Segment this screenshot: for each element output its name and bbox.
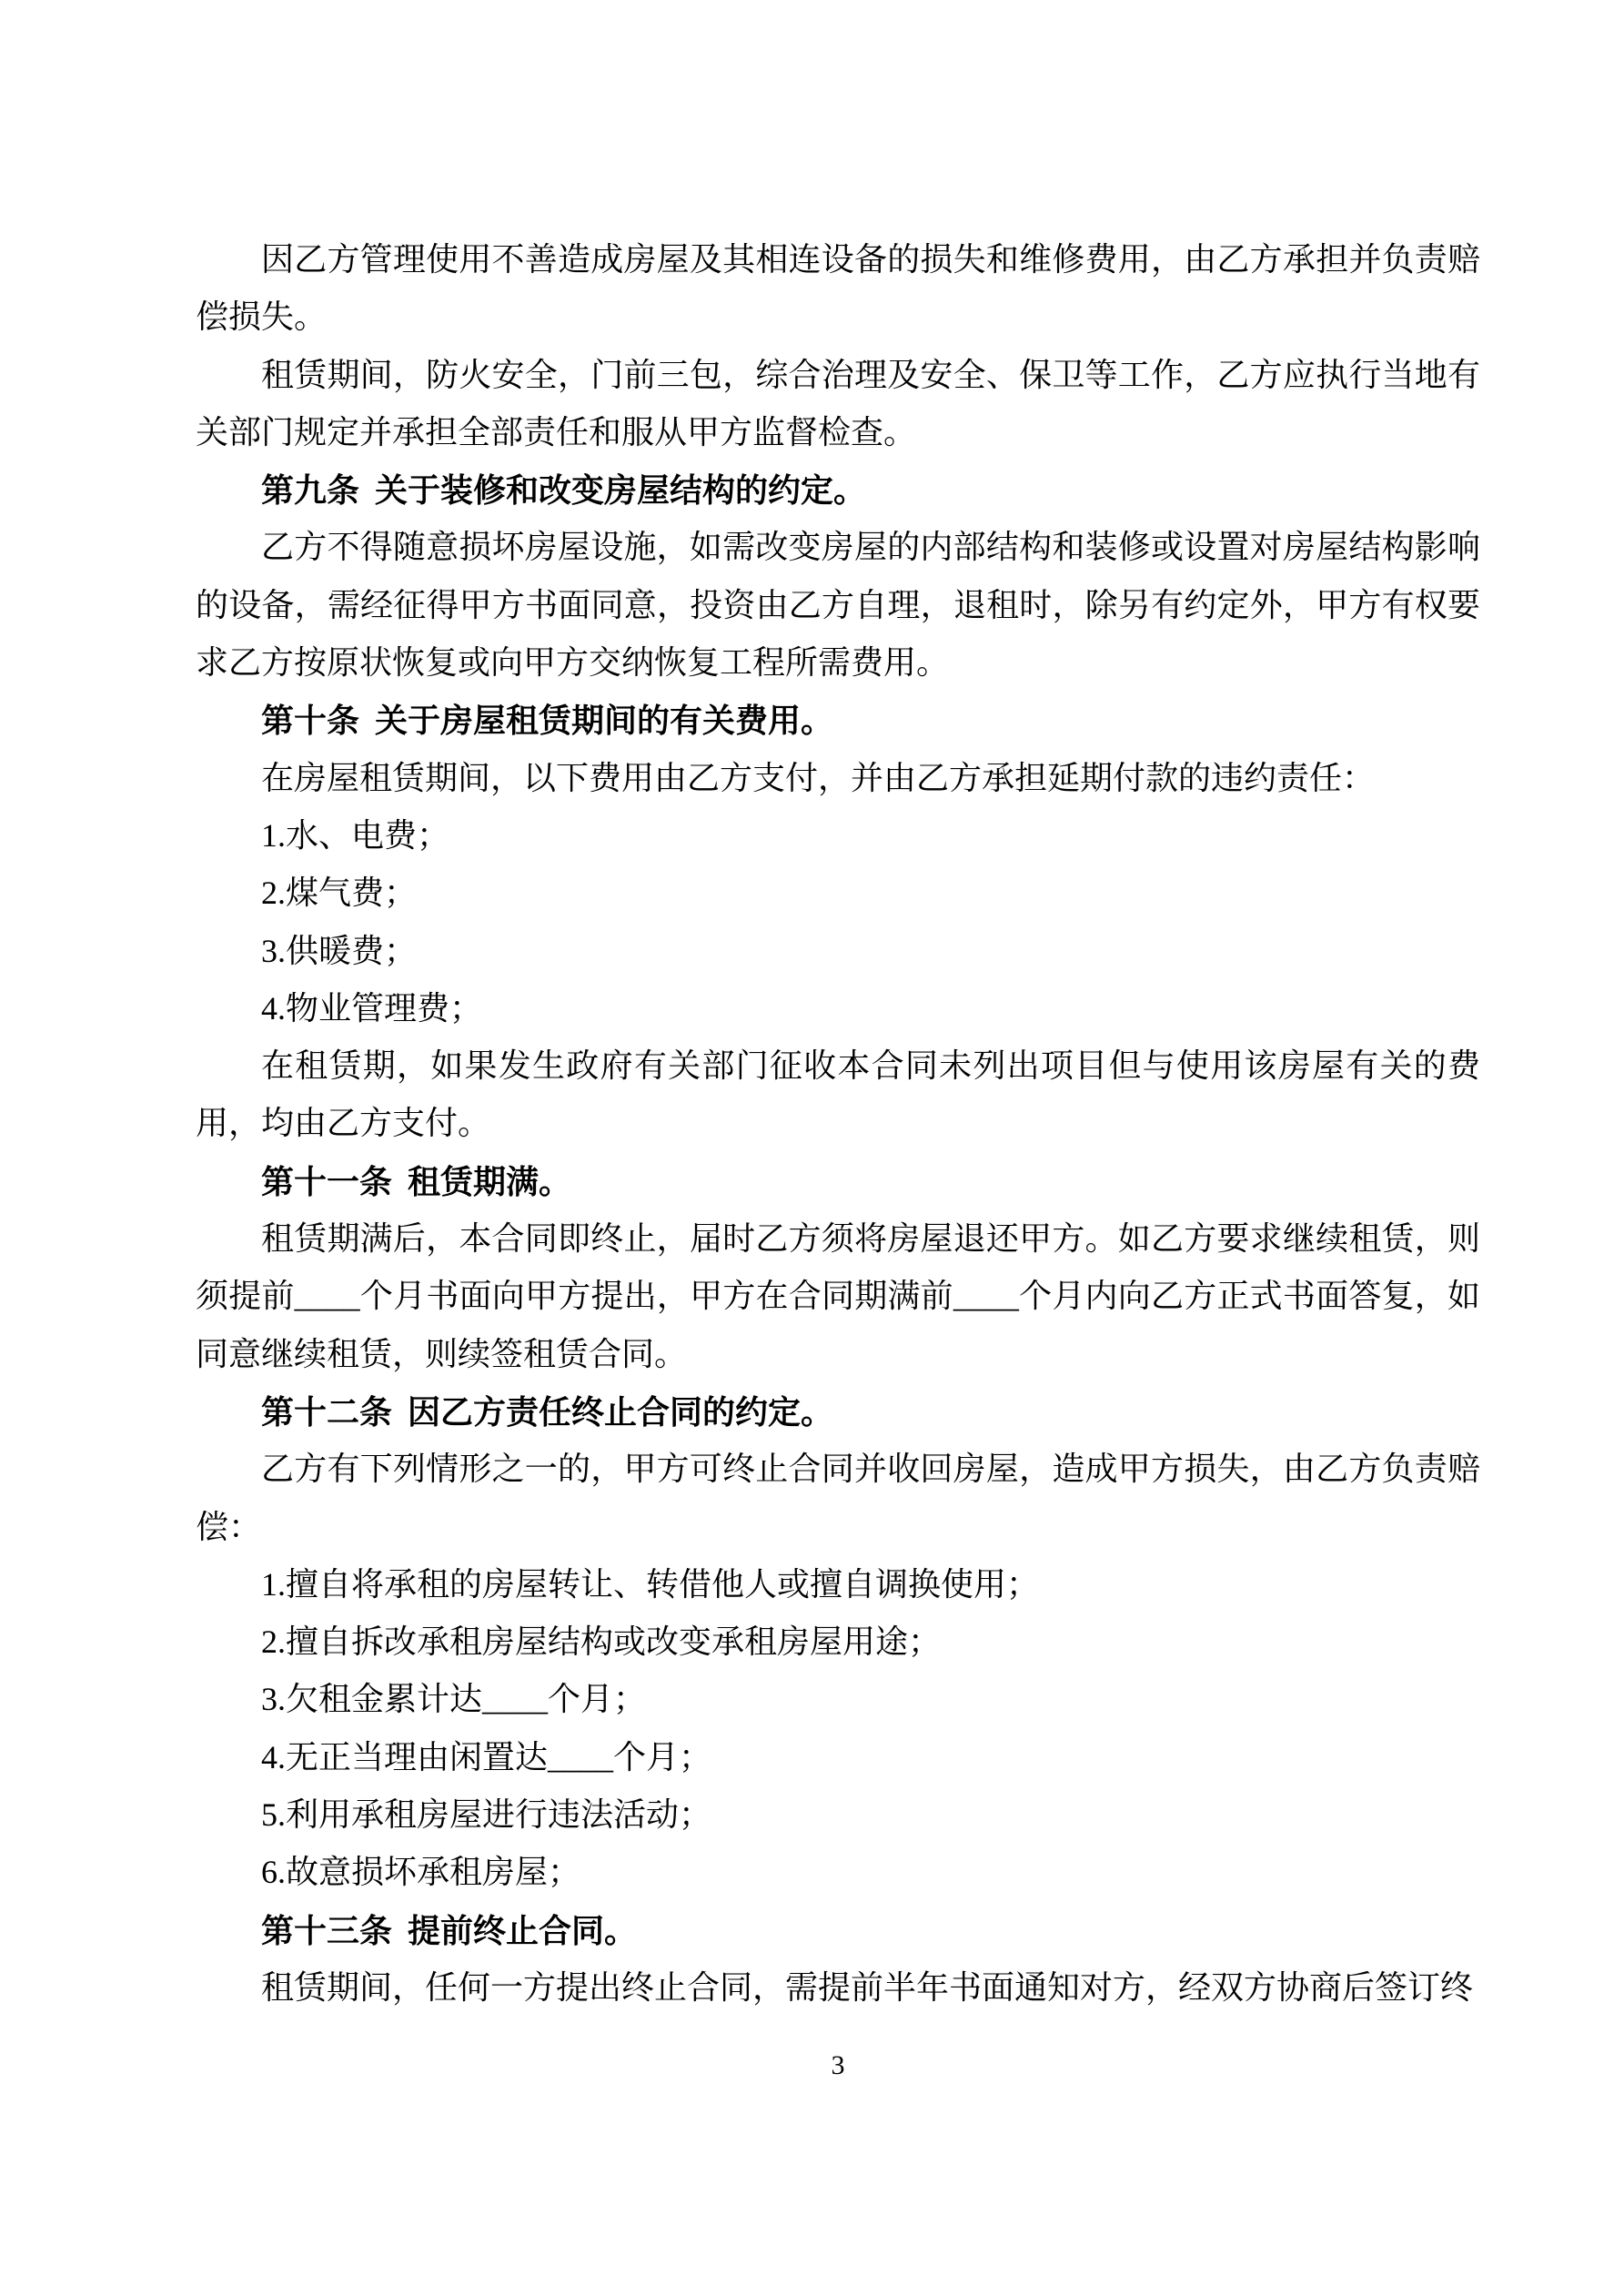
section-heading <box>196 1383 1480 1441</box>
heading-number: 第十二条 <box>261 1392 393 1431</box>
heading-title: 提前终止合同。 <box>408 1911 638 1949</box>
list-item: 2.擅自拆改承租房屋结构或改变承租房屋用途； <box>261 1623 942 1661</box>
section-heading <box>196 1902 1480 1959</box>
list-item: 4.无正当理由闲置达____个月； <box>261 1738 712 1775</box>
heading-number: 第十条 <box>261 702 360 740</box>
section-heading <box>196 692 1480 749</box>
list-item: 2.煤气费； <box>261 875 418 912</box>
list-item: 4.物业管理费； <box>261 989 483 1027</box>
page-number: 3 <box>831 2050 845 2080</box>
section-heading <box>196 461 1480 519</box>
paragraph: 租赁期满后，本合同即终止，届时乙方须将房屋退还甲方。如乙方要求继续租赁，则须提前____个月书面向甲方提出，甲方在合同期满前____个月内向乙方正式书面答复，如同意继续租赁，则续签租赁合同。 <box>196 1220 1480 1372</box>
paragraph: 乙方有下列情形之一的，甲方可终止合同并收回房屋，造成甲方损失，由乙方负责赔偿： <box>196 1451 1480 1545</box>
heading-title: 关于房屋租赁期间的有关费用。 <box>375 702 834 740</box>
heading-number: 第十一条 <box>261 1162 393 1200</box>
list-item: 1.水、电费； <box>261 816 450 854</box>
list-item: 5.利用承租房屋进行违法活动； <box>261 1796 712 1834</box>
list-item: 1.擅自将承租的房屋转让、转借他人或擅自调换使用； <box>261 1565 1040 1603</box>
contract-body <box>196 231 1480 2017</box>
section-heading <box>196 1153 1480 1210</box>
paragraph: 乙方不得随意损坏房屋设施，如需改变房屋的内部结构和装修或设置对房屋结构影响的设备，需经征得甲方书面同意，投资由乙方自理，退租时，除另有约定外，甲方有权要求乙方按原状恢复或向甲方交纳恢复工程所需费用。 <box>196 529 1480 682</box>
heading-number: 第九条 <box>261 471 360 510</box>
heading-title: 因乙方责任终止合同的约定。 <box>408 1392 834 1431</box>
list-item: 6.故意损坏承租房屋； <box>261 1854 581 1891</box>
heading-number: 第十三条 <box>261 1911 393 1949</box>
heading-title: 租赁期满。 <box>408 1162 572 1200</box>
paragraph: 因乙方管理使用不善造成房屋及其相连设备的损失和维修费用，由乙方承担并负责赔偿损失。 <box>196 241 1480 336</box>
paragraph: 在房屋租赁期间，以下费用由乙方支付，并由乙方承担延期付款的违约责任： <box>261 759 1376 796</box>
heading-title: 关于装修和改变房屋结构的约定。 <box>375 471 867 510</box>
paragraph: 租赁期间，防火安全，门前三包，综合治理及安全、保卫等工作，乙方应执行当地有关部门规定并承担全部责任和服从甲方监督检查。 <box>196 356 1480 450</box>
list-item: 3.欠租金累计达____个月； <box>261 1681 647 1718</box>
paragraph: 租赁期间，任何一方提出终止合同，需提前半年书面通知对方，经双方协商后签订终 <box>261 1968 1474 2006</box>
list-item: 3.供暖费； <box>261 932 418 969</box>
paragraph: 在租赁期，如果发生政府有关部门征收本合同未列出项目但与使用该房屋有关的费用，均由乙方支付。 <box>196 1047 1480 1142</box>
